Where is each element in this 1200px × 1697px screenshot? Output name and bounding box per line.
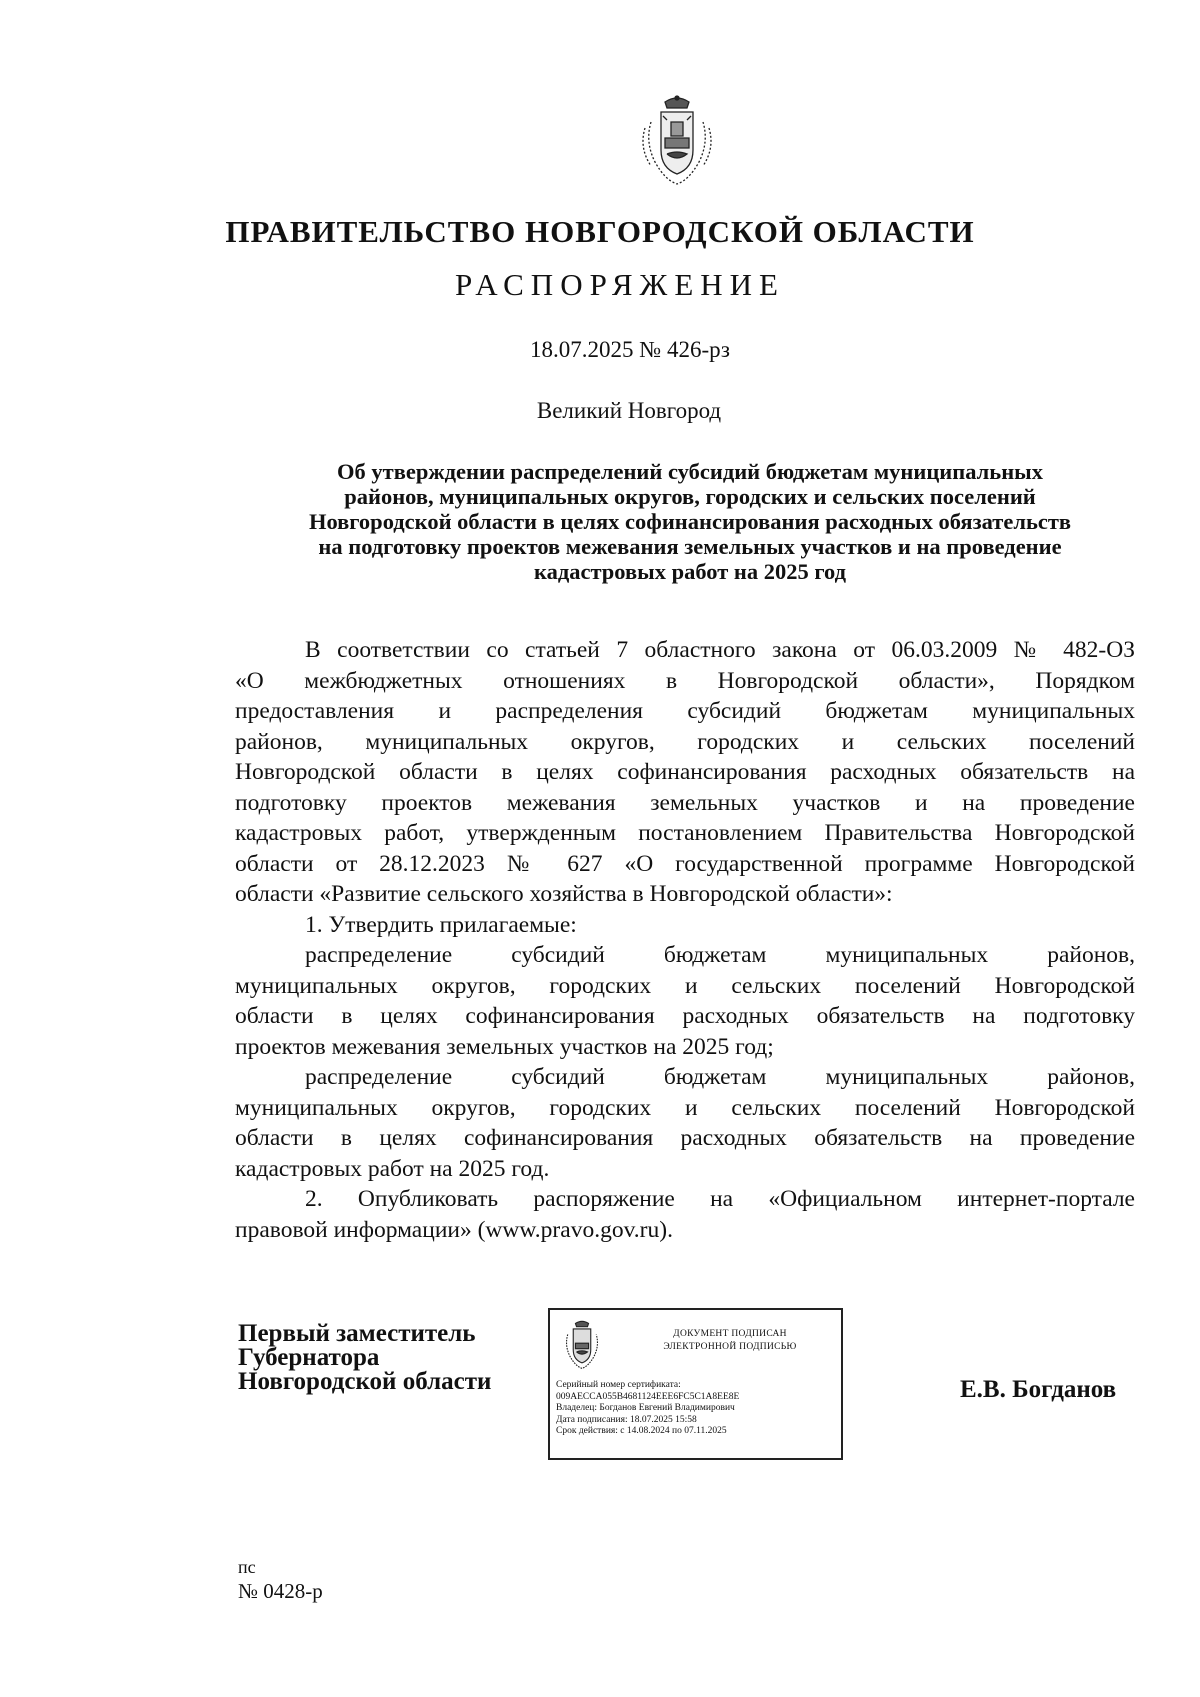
document-place: Великий Новгород xyxy=(536,398,722,423)
stamp-heading-line: ДОКУМЕНТ ПОДПИСАН xyxy=(673,1329,787,1339)
subject-line: кадастровых работ на 2025 год xyxy=(533,559,847,584)
body-line: области в целях софинансирования расходных обязательств на подготовку xyxy=(235,1003,1135,1029)
body-line: районов, муниципальных округов, городских и сельских поселений xyxy=(235,728,1135,755)
subject-line: Об утверждении распределений субсидий бюджетам муниципальных xyxy=(337,459,1043,484)
stamp-owner: Владелец: Богданов Евгений Владимирович xyxy=(556,1403,735,1413)
document-subject xyxy=(235,459,1145,584)
body-line: проектов межевания земельных участков на 2025 год; xyxy=(235,1033,774,1060)
document-body xyxy=(235,635,1135,1245)
subject-line: районов, муниципальных округов, городских и сельских поселений xyxy=(344,484,1036,509)
body-line: предоставления и распределения субсидий бюджетам муниципальных xyxy=(235,698,1135,724)
body-line: подготовку проектов межевания земельных участков и на проведение xyxy=(235,789,1135,816)
body-line: области от 28.12.2023 № 627 «О государственной программе Новгородской xyxy=(235,850,1135,877)
body-line: муниципальных округов, городских и сельских поселений Новгородской xyxy=(235,1094,1135,1121)
signer-position-line: Новгородской области xyxy=(238,1368,492,1395)
stamp-validity: Срок действия: с 14.08.2024 по 07.11.2025 xyxy=(556,1426,727,1436)
body-line: В соответствии со статьей 7 областного закона от 06.03.2009 № 482-ОЗ xyxy=(305,637,1135,663)
document-type: РАСПОРЯЖЕНИЕ xyxy=(455,267,785,302)
signer-position-line: Губернатора xyxy=(238,1344,380,1371)
subject-line: на подготовку проектов межевания земельных участков и на проведение xyxy=(318,534,1062,559)
stamp-details xyxy=(556,1380,841,1438)
footer-code-prefix: пс xyxy=(238,1557,256,1577)
footer-code-number: № 0428-р xyxy=(238,1579,323,1603)
body-line: кадастровых работ на 2025 год. xyxy=(235,1155,550,1182)
stamp-signed-date: Дата подписания: 18.07.2025 15:58 xyxy=(556,1414,697,1425)
signer-position-line: Первый заместитель xyxy=(238,1320,476,1347)
signer-position xyxy=(238,1322,491,1394)
body-line: распределение субсидий бюджетам муниципальных районов, xyxy=(305,1064,1135,1090)
signer-name: Е.В. Богданов xyxy=(960,1376,1117,1403)
body-line: области «Развитие сельского хозяйства в Новгородской области»: xyxy=(235,881,893,907)
novgorod-coat-of-arms-icon xyxy=(637,92,717,187)
body-line: «О межбюджетных отношениях в Новгородской области», Порядком xyxy=(235,667,1135,694)
body-line: области в целях софинансирования расходных обязательств на проведение xyxy=(235,1125,1135,1151)
footer-code xyxy=(238,1555,323,1603)
stamp-heading-line: ЭЛЕКТРОННОЙ ПОДПИСЬЮ xyxy=(663,1342,797,1352)
body-line: 2. Опубликовать распоряжение на «Официальном интернет-портале xyxy=(305,1186,1135,1212)
body-line: кадастровых работ, утвержденным постановлением Правительства Новгородской xyxy=(235,820,1135,846)
document-date-number: 18.07.2025 № 426-рз xyxy=(530,337,730,362)
body-line: 1. Утвердить прилагаемые: xyxy=(305,911,577,938)
stamp-coat-of-arms-icon xyxy=(560,1318,604,1370)
body-line: Новгородской области в целях софинансирования расходных обязательств на xyxy=(235,759,1135,785)
electronic-signature-stamp xyxy=(548,1308,843,1460)
body-line: распределение субсидий бюджетам муниципальных районов, xyxy=(305,942,1135,968)
stamp-serial: 009AECCA055B4681124EEE6FC5C1A8EE8E xyxy=(556,1391,740,1402)
body-line: правовой информации» (www.pravo.gov.ru). xyxy=(235,1216,673,1243)
body-line: муниципальных округов, городских и сельских поселений Новгородской xyxy=(235,972,1135,999)
stamp-serial-label: Серийный номер сертификата: xyxy=(556,1380,681,1390)
subject-line: Новгородской области в целях софинансирования расходных обязательств xyxy=(308,509,1072,534)
stamp-heading xyxy=(630,1328,830,1354)
organization-title: ПРАВИТЕЛЬСТВО НОВГОРОДСКОЙ ОБЛАСТИ xyxy=(225,214,975,249)
